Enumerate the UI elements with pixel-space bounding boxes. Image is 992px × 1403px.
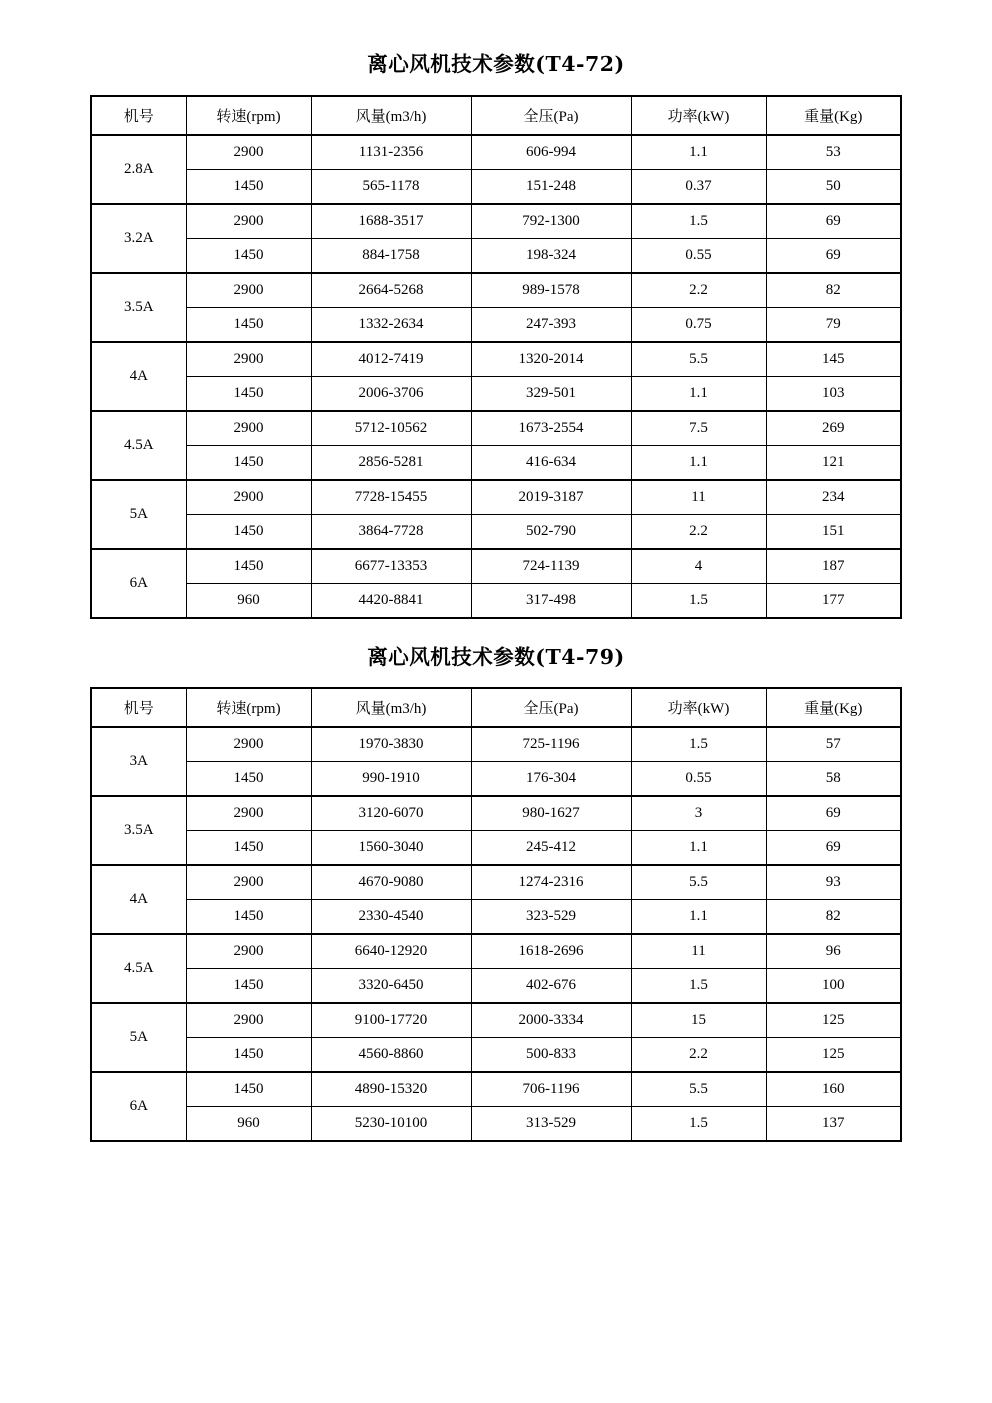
cell-speed: 2900 xyxy=(186,934,311,969)
cell-model: 6A xyxy=(91,1072,186,1141)
cell-airflow: 1970-3830 xyxy=(311,727,471,762)
cell-pressure: 500-833 xyxy=(471,1038,631,1073)
cell-airflow: 565-1178 xyxy=(311,169,471,204)
cell-power: 0.55 xyxy=(631,762,766,797)
cell-power: 11 xyxy=(631,934,766,969)
cell-power: 1.5 xyxy=(631,204,766,239)
spec-table-block-t4-72 xyxy=(90,52,902,619)
cell-pressure: 402-676 xyxy=(471,969,631,1004)
cell-weight: 96 xyxy=(766,934,901,969)
cell-pressure: 725-1196 xyxy=(471,727,631,762)
cell-model: 6A xyxy=(91,549,186,618)
cell-weight: 69 xyxy=(766,831,901,866)
cell-airflow: 7728-15455 xyxy=(311,480,471,515)
cell-weight: 100 xyxy=(766,969,901,1004)
cell-airflow: 4560-8860 xyxy=(311,1038,471,1073)
cell-airflow: 1131-2356 xyxy=(311,135,471,170)
cell-power: 2.2 xyxy=(631,273,766,308)
cell-power: 2.2 xyxy=(631,514,766,549)
table-row xyxy=(91,307,901,342)
table-row xyxy=(91,514,901,549)
table-row xyxy=(91,583,901,618)
cell-model: 2.8A xyxy=(91,135,186,204)
cell-pressure: 247-393 xyxy=(471,307,631,342)
cell-speed: 1450 xyxy=(186,514,311,549)
table-row xyxy=(91,1107,901,1142)
column-header-speed: 转速(rpm) xyxy=(186,688,311,727)
cell-airflow: 5712-10562 xyxy=(311,411,471,446)
table-row xyxy=(91,727,901,762)
table-row xyxy=(91,273,901,308)
cell-power: 0.55 xyxy=(631,238,766,273)
cell-speed: 1450 xyxy=(186,762,311,797)
column-header-power: 功率(kW) xyxy=(631,96,766,135)
cell-power: 1.1 xyxy=(631,900,766,935)
cell-pressure: 1673-2554 xyxy=(471,411,631,446)
cell-pressure: 245-412 xyxy=(471,831,631,866)
column-header-airflow: 风量(m3/h) xyxy=(311,688,471,727)
cell-pressure: 606-994 xyxy=(471,135,631,170)
cell-speed: 1450 xyxy=(186,900,311,935)
cell-power: 0.75 xyxy=(631,307,766,342)
cell-speed: 2900 xyxy=(186,796,311,831)
cell-airflow: 4012-7419 xyxy=(311,342,471,377)
cell-speed: 1450 xyxy=(186,549,311,584)
table-header-row xyxy=(91,688,901,727)
cell-speed: 2900 xyxy=(186,411,311,446)
table-row xyxy=(91,865,901,900)
cell-speed: 2900 xyxy=(186,480,311,515)
cell-weight: 145 xyxy=(766,342,901,377)
cell-power: 4 xyxy=(631,549,766,584)
cell-speed: 960 xyxy=(186,583,311,618)
page-title-secondary: 离心风机技术参数(T4-79) xyxy=(367,644,625,669)
table-row xyxy=(91,169,901,204)
cell-speed: 2900 xyxy=(186,1003,311,1038)
cell-speed: 1450 xyxy=(186,238,311,273)
cell-power: 1.1 xyxy=(631,135,766,170)
cell-pressure: 724-1139 xyxy=(471,549,631,584)
cell-speed: 1450 xyxy=(186,831,311,866)
cell-pressure: 176-304 xyxy=(471,762,631,797)
cell-power: 5.5 xyxy=(631,342,766,377)
cell-airflow: 3864-7728 xyxy=(311,514,471,549)
cell-speed: 2900 xyxy=(186,727,311,762)
table-row xyxy=(91,135,901,170)
cell-power: 0.37 xyxy=(631,169,766,204)
table-row xyxy=(91,376,901,411)
cell-model: 4.5A xyxy=(91,934,186,1003)
cell-power: 15 xyxy=(631,1003,766,1038)
cell-airflow: 1332-2634 xyxy=(311,307,471,342)
table-row xyxy=(91,831,901,866)
table-body xyxy=(91,135,901,618)
cell-power: 7.5 xyxy=(631,411,766,446)
spec-table-secondary xyxy=(90,687,902,1142)
cell-speed: 1450 xyxy=(186,169,311,204)
cell-pressure: 416-634 xyxy=(471,445,631,480)
cell-airflow: 6640-12920 xyxy=(311,934,471,969)
table-row xyxy=(91,204,901,239)
page-title: 离心风机技术参数(T4-72) xyxy=(367,52,625,76)
cell-speed: 2900 xyxy=(186,865,311,900)
cell-pressure: 989-1578 xyxy=(471,273,631,308)
cell-airflow: 3320-6450 xyxy=(311,969,471,1004)
cell-pressure: 317-498 xyxy=(471,583,631,618)
table-row xyxy=(91,480,901,515)
table-row xyxy=(91,1038,901,1073)
cell-speed: 1450 xyxy=(186,969,311,1004)
cell-weight: 103 xyxy=(766,376,901,411)
cell-power: 1.1 xyxy=(631,445,766,480)
cell-weight: 69 xyxy=(766,796,901,831)
cell-speed: 1450 xyxy=(186,1072,311,1107)
cell-speed: 1450 xyxy=(186,376,311,411)
cell-power: 1.5 xyxy=(631,969,766,1004)
cell-weight: 58 xyxy=(766,762,901,797)
cell-weight: 121 xyxy=(766,445,901,480)
cell-speed: 2900 xyxy=(186,342,311,377)
table-row xyxy=(91,411,901,446)
cell-pressure: 502-790 xyxy=(471,514,631,549)
table-row xyxy=(91,1003,901,1038)
cell-weight: 177 xyxy=(766,583,901,618)
table-row xyxy=(91,342,901,377)
column-header-model: 机号 xyxy=(91,96,186,135)
cell-pressure: 792-1300 xyxy=(471,204,631,239)
column-header-weight: 重量(Kg) xyxy=(766,96,901,135)
cell-weight: 79 xyxy=(766,307,901,342)
table-row xyxy=(91,969,901,1004)
cell-model: 5A xyxy=(91,1003,186,1072)
cell-airflow: 4890-15320 xyxy=(311,1072,471,1107)
column-header-speed: 转速(rpm) xyxy=(186,96,311,135)
cell-weight: 125 xyxy=(766,1038,901,1073)
table-row xyxy=(91,445,901,480)
cell-weight: 137 xyxy=(766,1107,901,1142)
cell-weight: 151 xyxy=(766,514,901,549)
table-row xyxy=(91,900,901,935)
cell-pressure: 980-1627 xyxy=(471,796,631,831)
cell-airflow: 2856-5281 xyxy=(311,445,471,480)
cell-airflow: 2006-3706 xyxy=(311,376,471,411)
cell-pressure: 2000-3334 xyxy=(471,1003,631,1038)
cell-model: 3.2A xyxy=(91,204,186,273)
table-body xyxy=(91,727,901,1141)
cell-power: 11 xyxy=(631,480,766,515)
cell-model: 3A xyxy=(91,727,186,796)
table-header xyxy=(91,96,901,135)
cell-airflow: 5230-10100 xyxy=(311,1107,471,1142)
cell-airflow: 990-1910 xyxy=(311,762,471,797)
cell-model: 3.5A xyxy=(91,273,186,342)
cell-model: 3.5A xyxy=(91,796,186,865)
table-header-row xyxy=(91,96,901,135)
cell-model: 4A xyxy=(91,865,186,934)
cell-speed: 1450 xyxy=(186,1038,311,1073)
cell-pressure: 151-248 xyxy=(471,169,631,204)
cell-speed: 1450 xyxy=(186,445,311,480)
cell-model: 4A xyxy=(91,342,186,411)
cell-weight: 234 xyxy=(766,480,901,515)
cell-weight: 269 xyxy=(766,411,901,446)
cell-pressure: 706-1196 xyxy=(471,1072,631,1107)
column-header-airflow: 风量(m3/h) xyxy=(311,96,471,135)
cell-airflow: 4420-8841 xyxy=(311,583,471,618)
table-row xyxy=(91,549,901,584)
cell-power: 2.2 xyxy=(631,1038,766,1073)
cell-speed: 960 xyxy=(186,1107,311,1142)
cell-power: 5.5 xyxy=(631,865,766,900)
cell-airflow: 6677-13353 xyxy=(311,549,471,584)
cell-pressure: 2019-3187 xyxy=(471,480,631,515)
cell-airflow: 884-1758 xyxy=(311,238,471,273)
cell-weight: 82 xyxy=(766,900,901,935)
cell-pressure: 1320-2014 xyxy=(471,342,631,377)
cell-airflow: 9100-17720 xyxy=(311,1003,471,1038)
table-header xyxy=(91,688,901,727)
table-row xyxy=(91,238,901,273)
cell-weight: 160 xyxy=(766,1072,901,1107)
cell-weight: 187 xyxy=(766,549,901,584)
cell-pressure: 329-501 xyxy=(471,376,631,411)
cell-power: 1.1 xyxy=(631,831,766,866)
cell-pressure: 313-529 xyxy=(471,1107,631,1142)
cell-airflow: 2664-5268 xyxy=(311,273,471,308)
cell-power: 5.5 xyxy=(631,1072,766,1107)
cell-airflow: 3120-6070 xyxy=(311,796,471,831)
cell-power: 1.5 xyxy=(631,727,766,762)
cell-speed: 2900 xyxy=(186,273,311,308)
cell-weight: 69 xyxy=(766,204,901,239)
cell-speed: 2900 xyxy=(186,135,311,170)
cell-pressure: 1274-2316 xyxy=(471,865,631,900)
cell-power: 1.5 xyxy=(631,583,766,618)
cell-power: 3 xyxy=(631,796,766,831)
table-row xyxy=(91,1072,901,1107)
column-header-power: 功率(kW) xyxy=(631,688,766,727)
cell-weight: 50 xyxy=(766,169,901,204)
cell-model: 5A xyxy=(91,480,186,549)
cell-airflow: 2330-4540 xyxy=(311,900,471,935)
table-row xyxy=(91,762,901,797)
cell-power: 1.5 xyxy=(631,1107,766,1142)
cell-pressure: 1618-2696 xyxy=(471,934,631,969)
column-header-pressure: 全压(Pa) xyxy=(471,688,631,727)
spec-table xyxy=(90,95,902,619)
column-header-model: 机号 xyxy=(91,688,186,727)
cell-weight: 57 xyxy=(766,727,901,762)
cell-speed: 2900 xyxy=(186,204,311,239)
cell-weight: 125 xyxy=(766,1003,901,1038)
spec-table-block-t4-79 xyxy=(90,645,902,1143)
cell-power: 1.1 xyxy=(631,376,766,411)
column-header-pressure: 全压(Pa) xyxy=(471,96,631,135)
cell-speed: 1450 xyxy=(186,307,311,342)
cell-model: 4.5A xyxy=(91,411,186,480)
cell-airflow: 4670-9080 xyxy=(311,865,471,900)
cell-pressure: 198-324 xyxy=(471,238,631,273)
cell-pressure: 323-529 xyxy=(471,900,631,935)
cell-airflow: 1688-3517 xyxy=(311,204,471,239)
column-header-weight: 重量(Kg) xyxy=(766,688,901,727)
table-row xyxy=(91,934,901,969)
table-row xyxy=(91,796,901,831)
cell-weight: 82 xyxy=(766,273,901,308)
cell-weight: 69 xyxy=(766,238,901,273)
cell-airflow: 1560-3040 xyxy=(311,831,471,866)
cell-weight: 93 xyxy=(766,865,901,900)
cell-weight: 53 xyxy=(766,135,901,170)
